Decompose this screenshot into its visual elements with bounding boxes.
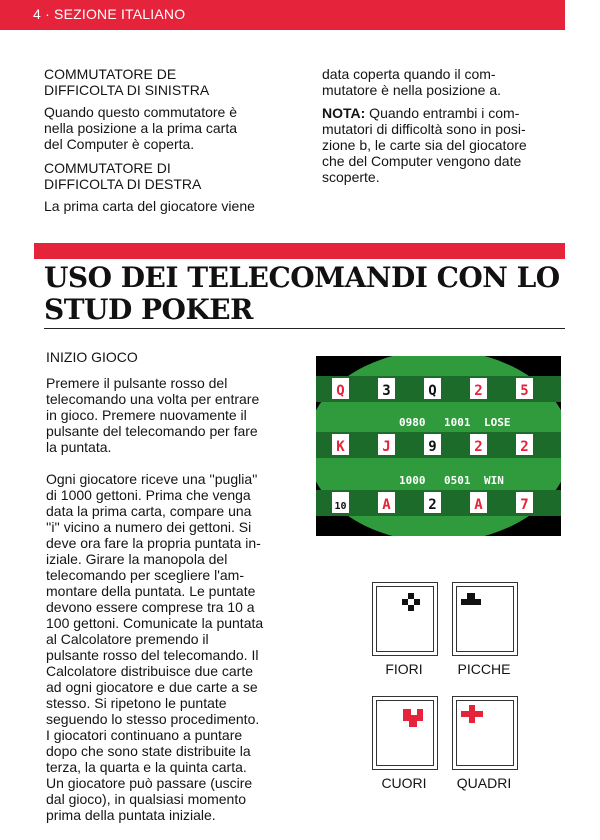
- row3-info-2: 0501: [444, 474, 471, 487]
- inizio-p2-line-4: ''i'' vicino a numero dei gettoni. Si: [46, 519, 252, 535]
- left-switch-heading-1: COMMUTATORE DE: [44, 66, 177, 82]
- nota-text-5: scoperte.: [322, 169, 380, 185]
- row1-card-value-2: 3: [382, 383, 391, 399]
- row2-info-2: 1001: [444, 416, 471, 429]
- row1-card-value-5: 5: [520, 383, 529, 399]
- label-cuori: CUORI: [381, 775, 427, 791]
- right-text-1: data coperta quando il com-: [322, 66, 496, 82]
- clubs-icon: [373, 583, 437, 655]
- row2-info-1: 0980: [399, 416, 426, 429]
- row2-card-value-1: K: [336, 439, 345, 455]
- left-switch-heading-2: DIFFICOLTA DI SINISTRA: [44, 82, 210, 98]
- left-switch-text-1: Quando questo commutatore è: [44, 104, 238, 120]
- row3-card-value-2: A: [382, 497, 391, 513]
- inizio-p2-line-5: deve ora fare la propria puntata in-: [46, 535, 261, 551]
- nota-text-2: mutatori di difficoltà sono in posi-: [322, 121, 526, 137]
- section-header: 4 · SEZIONE ITALIANO: [33, 6, 186, 22]
- row3-info-3: WIN: [484, 474, 504, 487]
- inizio-p2-line-10: 100 gettoni. Comunicate la puntata: [46, 615, 264, 631]
- tv-screen: [316, 356, 561, 536]
- right-switch-heading-1: COMMUTATORE DI: [44, 160, 171, 176]
- row1-card-value-4: 2: [474, 383, 483, 399]
- diamonds-icon: [453, 697, 517, 769]
- nota-text-1: Quando entrambi i com-: [365, 105, 520, 121]
- inizio-p2-line-2: di 1000 gettoni. Prima che venga: [46, 487, 251, 503]
- left-switch-text-3: del Computer è coperta.: [44, 136, 195, 152]
- nota-label: NOTA:: [322, 105, 366, 121]
- inizio-heading: INIZIO GIOCO: [46, 349, 138, 365]
- right-switch-text-1: La prima carta del giocatore viene: [44, 198, 255, 214]
- hearts-icon: [373, 697, 437, 769]
- inizio-p2-line-9: devono essere comprese tra 10 a: [46, 599, 255, 615]
- row3-card-value-4: A: [474, 497, 483, 513]
- inizio-p2-line-11: al Calcolatore premendo il: [46, 631, 209, 647]
- nota-text-3: zione b, le carte sia del giocatore: [322, 137, 527, 153]
- row2-info-3: LOSE: [484, 416, 511, 429]
- inizio-p2-line-18: dopo che sono state distribuite la: [46, 743, 251, 759]
- right-switch-heading-2: DIFFICOLTA DI DESTRA: [44, 176, 202, 192]
- inizio-p1-line-5: la puntata.: [46, 439, 112, 455]
- row2-card-value-3: 9: [428, 439, 437, 455]
- inizio-p2-line-16: seguendo lo stesso procedimento.: [46, 711, 260, 727]
- inizio-paragraph-1: [46, 375, 306, 455]
- row3-card-value-5: 7: [520, 497, 529, 513]
- row3-info-1: 1000: [399, 474, 426, 487]
- suit-card-cuori: [372, 696, 438, 770]
- nota-text-4: che del Computer vengono date: [322, 153, 522, 169]
- inizio-p2-line-6: iziale. Girare la manopola del: [46, 551, 228, 567]
- inizio-p2-line-17: I giocatori continuano a puntare: [46, 727, 243, 743]
- page-title-line-2: STUD POKER: [44, 293, 253, 326]
- row2-card-value-5: 2: [520, 439, 529, 455]
- inizio-p1-line-1: Premere il pulsante rosso del: [46, 375, 228, 391]
- inizio-p2-line-12: pulsante rosso del telecomando. Il: [46, 647, 259, 663]
- page-title: [44, 262, 574, 326]
- right-top-column: [322, 66, 572, 185]
- inizio-p1-line-3: in gioco. Premere nuovamente il: [46, 407, 247, 423]
- spades-icon: [453, 583, 517, 655]
- inizio-p2-line-3: data la prima carta, compare una: [46, 503, 252, 519]
- inizio-p1-line-2: telecomando una volta per entrare: [46, 391, 260, 407]
- inizio-p2-line-22: prima della puntata iniziale.: [46, 807, 216, 823]
- title-underline: [44, 328, 565, 329]
- label-quadri: QUADRI: [456, 775, 512, 791]
- row3-card-value-3: 2: [428, 497, 437, 513]
- label-fiori: FIORI: [385, 661, 423, 677]
- row1-card-value-1: Q: [336, 383, 345, 399]
- section-red-rule: [34, 243, 565, 259]
- row2-card-value-2: J: [382, 439, 391, 455]
- row3-card-value-1: 10: [334, 501, 347, 512]
- inizio-p1-line-4: pulsante del telecomando per fare: [46, 423, 258, 439]
- inizio-paragraph-2: [46, 471, 306, 823]
- left-switch-text-2: nella posizione a la prima carta: [44, 120, 237, 136]
- right-text-2: mutatore è nella posizione a.: [322, 82, 501, 98]
- inizio-p2-line-20: Un giocatore può passare (uscire: [46, 775, 253, 791]
- left-top-column: [44, 66, 294, 214]
- inizio-p2-line-1: Ogni giocatore riceve una ''puglia'': [46, 471, 258, 487]
- inizio-p2-line-13: Calcolatore distribuisce due carte: [46, 663, 253, 679]
- tv-screen-graphic: [316, 356, 561, 536]
- suit-card-fiori: [372, 582, 438, 656]
- suit-card-quadri: [452, 696, 518, 770]
- row1-card-value-3: Q: [428, 383, 437, 399]
- inizio-p2-line-7: telecomando per scegliere l'am-: [46, 567, 244, 583]
- page-title-line-1: USO DEI TELECOMANDI CON LO: [44, 261, 560, 294]
- inizio-p2-line-15: stesso. Si ripetono le puntate: [46, 695, 227, 711]
- inizio-p2-line-14: ad ogni giocatore e due carte a se: [46, 679, 258, 695]
- inizio-p2-line-21: dal gioco), in qualsiasi momento: [46, 791, 246, 807]
- inizio-p2-line-8: montare della puntata. Le puntate: [46, 583, 256, 599]
- inizio-p2-line-19: terza, la quarta e la quinta carta.: [46, 759, 247, 775]
- inizio-column: [46, 349, 306, 823]
- label-picche: PICCHE: [457, 661, 511, 677]
- suit-card-picche: [452, 582, 518, 656]
- row2-card-value-4: 2: [474, 439, 483, 455]
- nota-paragraph: [322, 105, 572, 121]
